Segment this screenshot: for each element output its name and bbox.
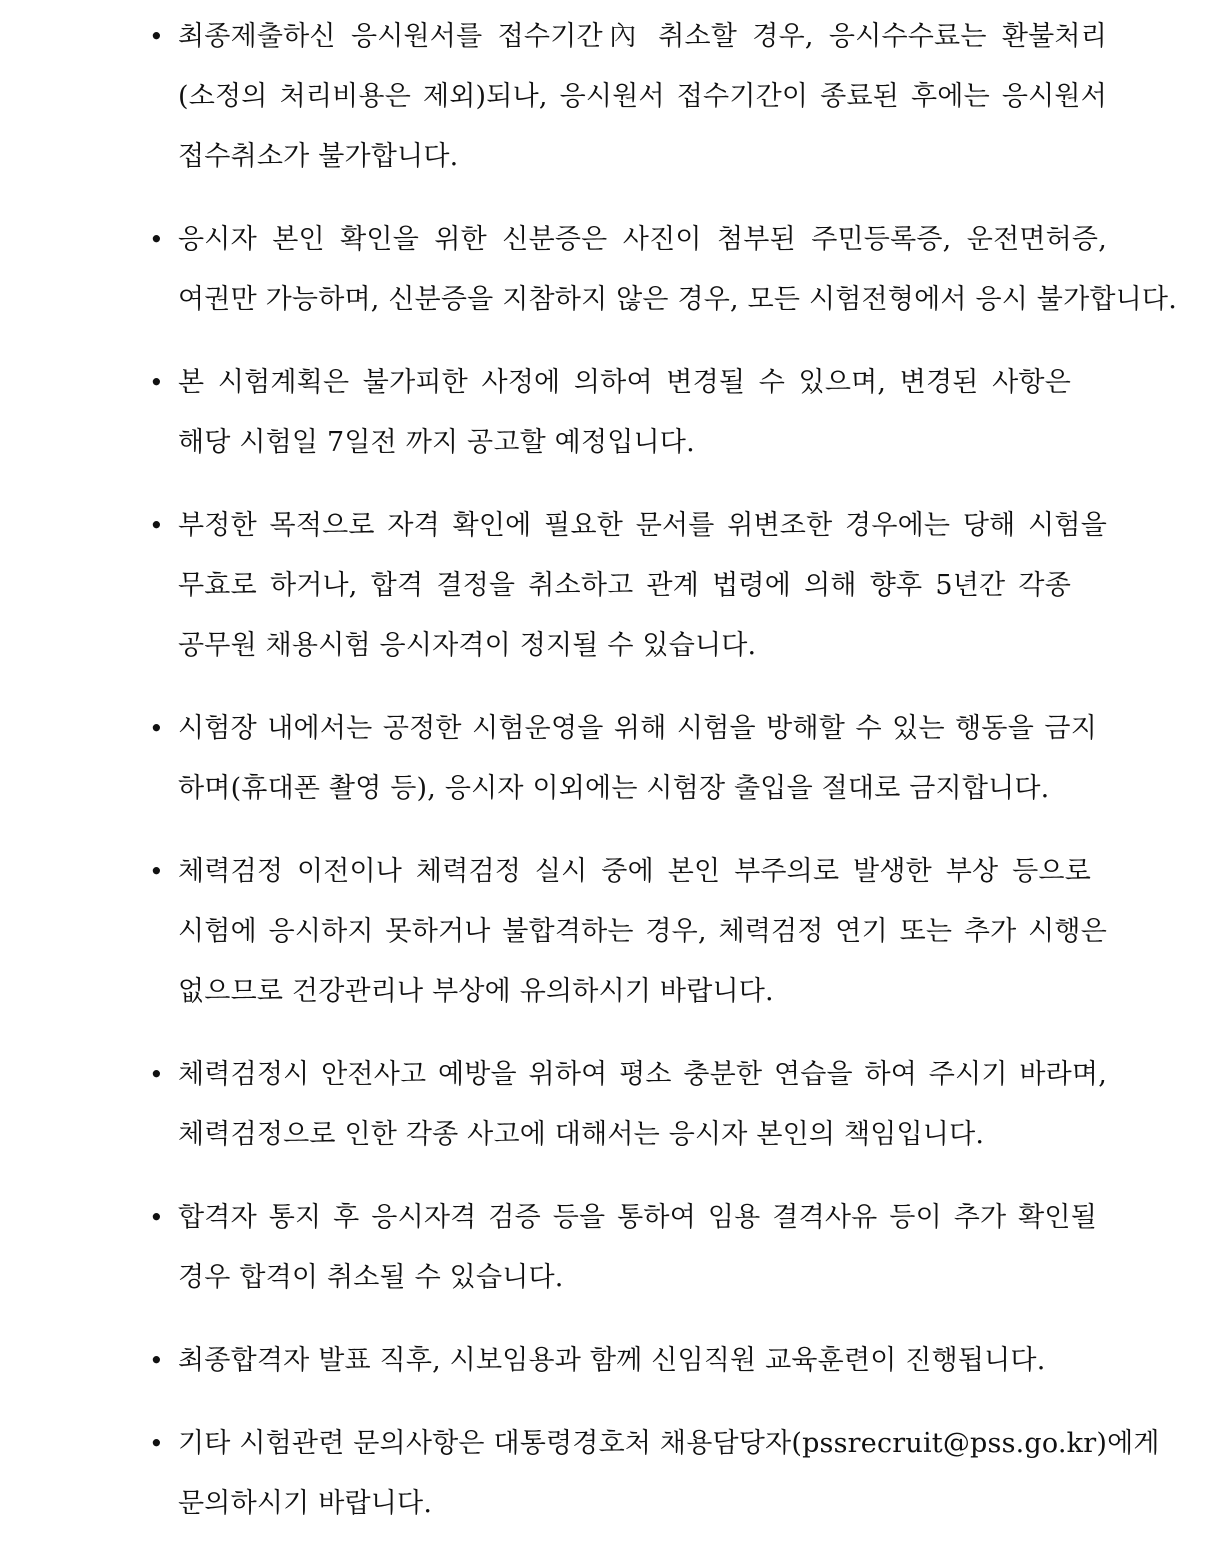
bullet-icon: • [149,225,164,254]
notice-item [0,210,1217,330]
notice-line: 문의하시기 바랍니다. [178,1488,433,1519]
notice-line: 체력검정 이전이나 체력검정 실시 중에 본인 부주의로 발생한 부상 등으로 [178,856,1091,887]
notice-line: 부정한 목적으로 자격 확인에 필요한 문서를 위변조한 경우에는 당해 시험을 [178,510,1107,541]
notice-line: 없으므로 건강관리나 부상에 유의하시기 바랍니다. [178,976,774,1007]
notice-item [0,1045,1217,1165]
notice-item [0,353,1217,473]
bullet-icon: • [149,368,164,397]
bullet-icon: • [149,1060,164,1089]
notice-item [0,1188,1217,1308]
notice-list [0,7,1217,1557]
bullet-icon: • [149,857,164,886]
notice-item [0,496,1217,676]
bullet-icon: • [149,22,164,51]
notice-line: (소정의 처리비용은 제외)되나, 응시원서 접수기간이 종료된 후에는 응시원서 [178,81,1107,112]
notice-line: 합격자 통지 후 응시자격 검증 등을 통하여 임용 결격사유 등이 추가 확인될 [178,1202,1097,1233]
notice-line: 최종제출하신 응시원서를 접수기간內 취소할 경우, 응시수수료는 환불처리 [178,21,1107,52]
notice-item [0,7,1217,187]
notice-line: 해당 시험일 7일전 까지 공고할 예정입니다. [178,427,695,458]
notice-item [0,699,1217,819]
notice-line: 접수취소가 불가합니다. [178,141,459,172]
bullet-icon: • [149,714,164,743]
notice-line: 무효로 하거나, 합격 결정을 취소하고 관계 법령에 의해 향후 5년간 각종 [178,570,1071,601]
notice-line: 공무원 채용시험 응시자격이 정지될 수 있습니다. [178,630,757,661]
notice-line: 체력검정시 안전사고 예방을 위하여 평소 충분한 연습을 하여 주시기 바라며, [178,1059,1107,1090]
notice-line: 시험장 내에서는 공정한 시험운영을 위해 시험을 방해할 수 있는 행동을 금지 [178,713,1097,744]
notice-line: 시험에 응시하지 못하거나 불합격하는 경우, 체력검정 연기 또는 추가 시행은 [178,916,1107,947]
bullet-icon: • [149,1203,164,1232]
notice-line: 경우 합격이 취소될 수 있습니다. [178,1262,564,1293]
notice-line: 응시자 본인 확인을 위한 신분증은 사진이 첨부된 주민등록증, 운전면허증, [178,224,1107,255]
notice-item [0,1414,1217,1534]
bullet-icon: • [149,1429,164,1458]
bullet-icon: • [149,1346,164,1375]
notice-line: 본 시험계획은 불가피한 사정에 의하여 변경될 수 있으며, 변경된 사항은 [178,367,1071,398]
notice-item [0,1331,1217,1391]
bullet-icon: • [149,511,164,540]
notice-item [0,842,1217,1022]
notice-line: 하며(휴대폰 촬영 등), 응시자 이외에는 시험장 출입을 절대로 금지합니다. [178,773,1050,804]
notice-line: 최종합격자 발표 직후, 시보임용과 함께 신임직원 교육훈련이 진행됩니다. [178,1345,1046,1376]
notice-line: 체력검정으로 인한 각종 사고에 대해서는 응시자 본인의 책임입니다. [178,1119,985,1150]
notice-line: 기타 시험관련 문의사항은 대통령경호처 채용담당자(pssrecruit@pss.go.kr)에게 [178,1428,1160,1459]
notice-line: 여권만 가능하며, 신분증을 지참하지 않은 경우, 모든 시험전형에서 응시 불가합니다. [178,284,1177,315]
